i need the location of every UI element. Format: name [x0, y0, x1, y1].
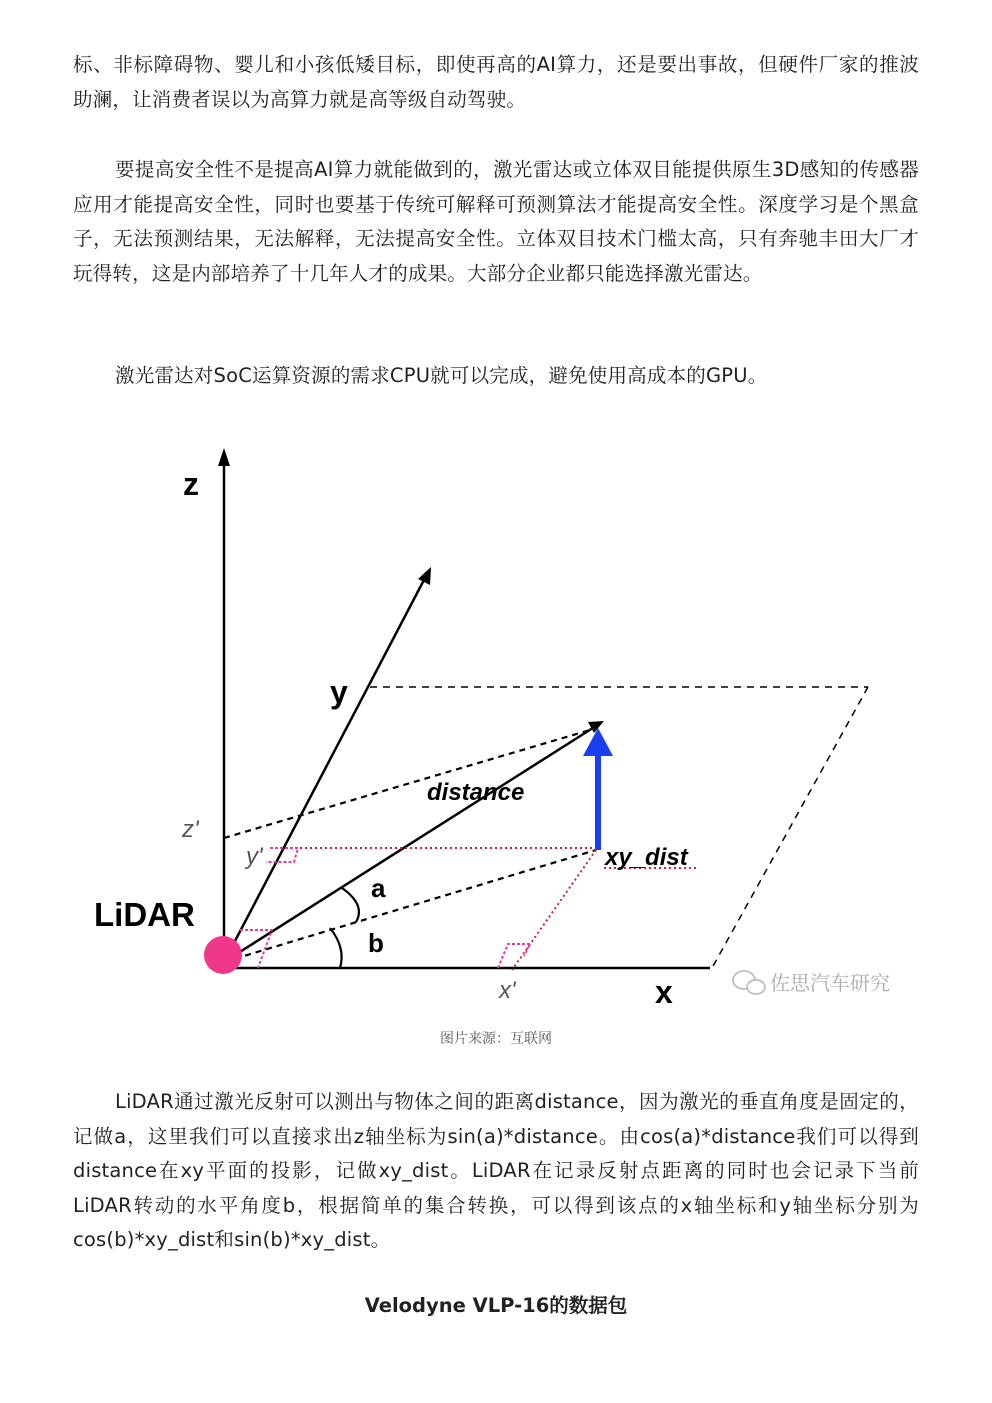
- paragraph-2: 要提高安全性不是提高AI算力就能做到的，激光雷达或立体双目能提供原生3D感知的传感器应用才能提高安全性，同时也要基于传统可解释可预测算法才能提高安全性。深度学习是个黑盒子，无法预测结果，无法解释，无法提高安全性。立体双目技术门槛太高，只有奔驰丰田大厂才玩得转，这是内部培养了十几年人才的成果。大部分企业都只能选择激光雷达。: [73, 158, 919, 285]
- y-prime-label: y': [246, 843, 263, 870]
- angle-a-label: a: [371, 873, 386, 903]
- z-prime-dashed-line: [224, 730, 590, 838]
- right-angle-marker-x: [498, 944, 530, 968]
- y-axis: [224, 578, 425, 962]
- distance-label: distance: [427, 779, 525, 806]
- xy-dist-label: xy_dist: [605, 844, 688, 871]
- distance-ray: [224, 726, 596, 962]
- z-axis-arrowhead: [218, 448, 230, 466]
- wechat-watermark: [733, 971, 890, 995]
- xy-dist-dashed-line: [224, 850, 596, 962]
- y-axis-arrowhead: [418, 567, 431, 585]
- distance-arrowhead: [588, 721, 604, 733]
- angle-b-label: b: [368, 928, 384, 958]
- angle-a-arc: [342, 888, 359, 922]
- z-axis-label: z: [183, 466, 199, 502]
- z-prime-label: z': [182, 816, 199, 843]
- paragraph-3: 激光雷达对SoC运算资源的需求CPU就可以完成，避免使用高成本的GPU。: [115, 364, 768, 387]
- lidar-coordinate-diagram: [80, 435, 920, 1020]
- paragraph-1: 标、非标障碍物、婴儿和小孩低矮目标，即使再高的AI算力，还是要出事故，但硬件厂家的推波助澜，让消费者误以为高算力就是高等级自动驾驶。: [73, 53, 919, 111]
- lidar-label: LiDAR: [94, 896, 195, 933]
- angle-b-arc: [330, 928, 342, 968]
- paragraph-4: LiDAR通过激光反射可以测出与物体之间的距离distance，因为激光的垂直角度是固定的，记做a，这里我们可以直接求出z轴坐标为sin(a)*distance。由cos(a)*distance我们可以得到distance在xy平面的投影，记做xy_dist。LiDAR在记录反射点距离的同时也会记录下当前LiDAR转动的水平角度b，根据简单的集合转换，可以得到该点的x轴坐标和y轴坐标分别为cos(b)*xy_dist和sin(b)*xy_dist。: [73, 1090, 919, 1252]
- y-axis-label: y: [330, 674, 348, 710]
- section-heading: Velodyne VLP-16的数据包: [364, 1294, 628, 1317]
- x-prime-label: x': [499, 977, 516, 1004]
- plane-right-edge: [712, 687, 868, 968]
- lidar-sensor-dot: [204, 936, 242, 974]
- figure-caption: 图片来源：互联网: [440, 1031, 552, 1047]
- x-prime-projection: [512, 850, 596, 970]
- x-axis-label: x: [655, 974, 673, 1010]
- watermark-text: 佐思汽车研究: [770, 973, 890, 995]
